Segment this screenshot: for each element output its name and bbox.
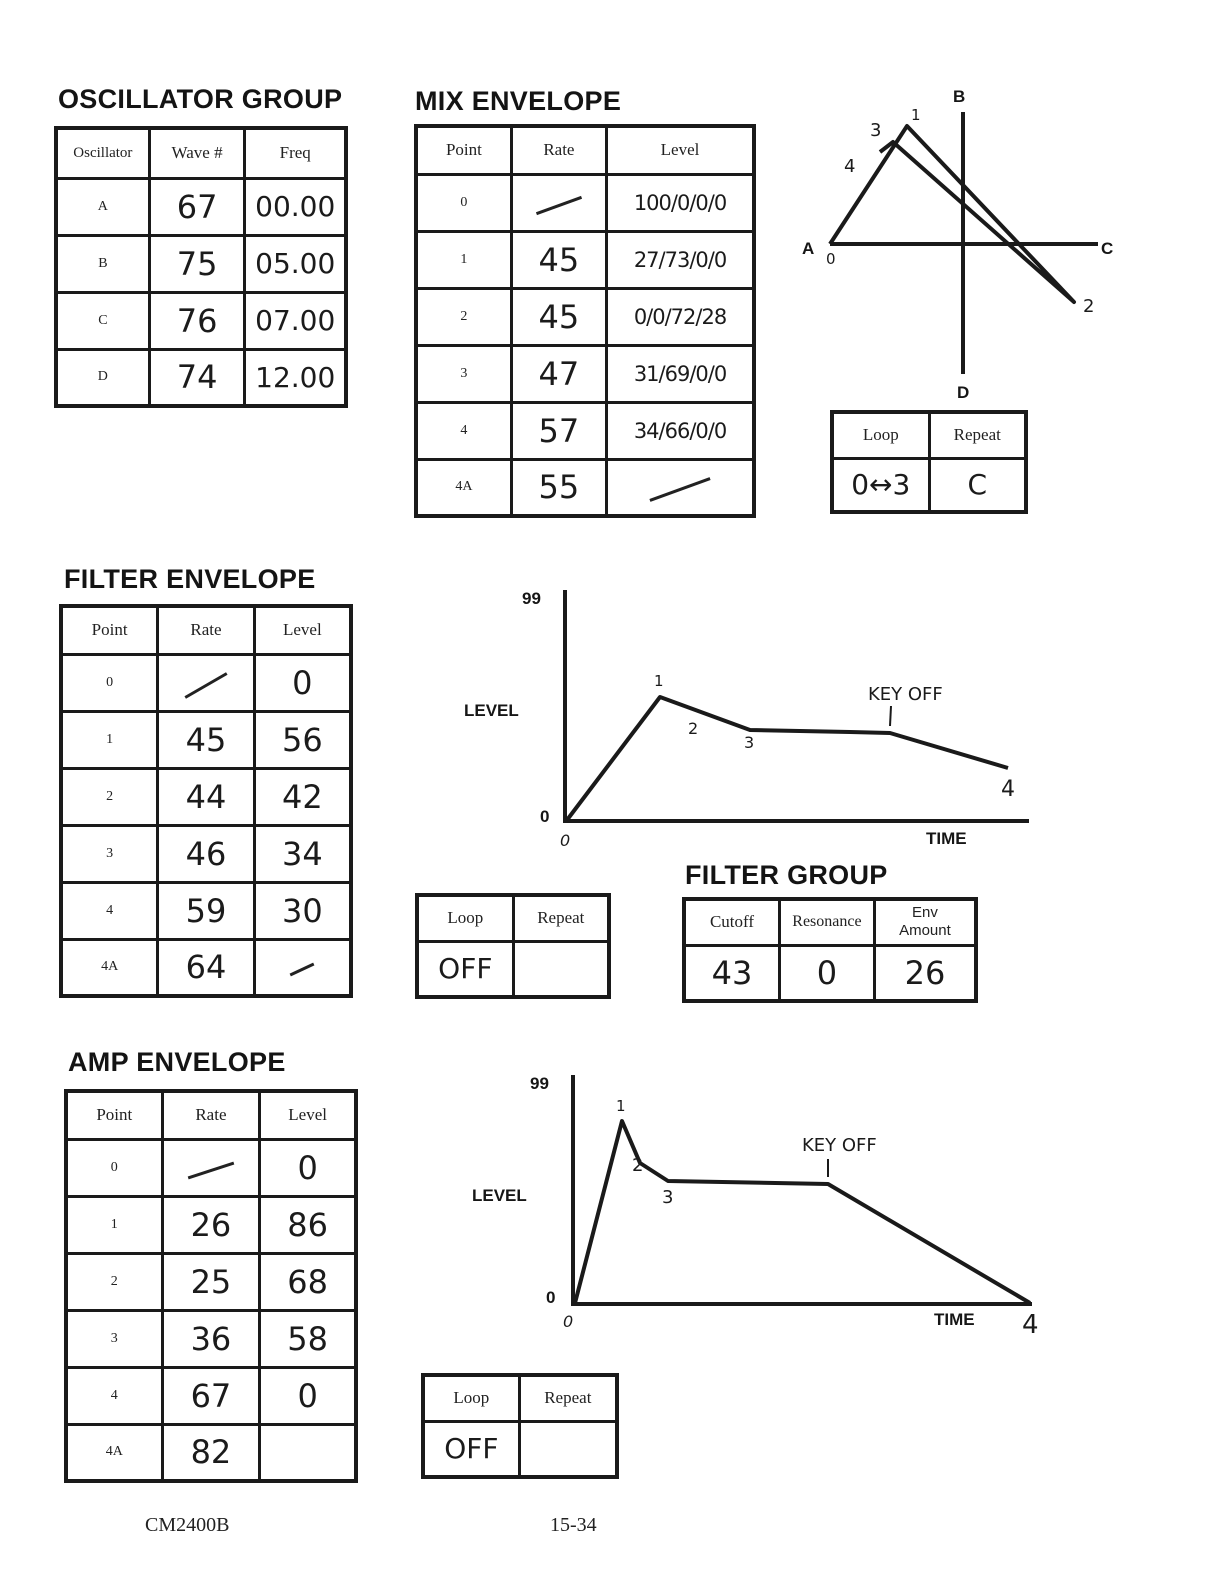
rate-cell [162,1139,260,1196]
point-label: 4A [66,1424,162,1481]
level-cell: 31/69/0/0 [607,345,754,402]
point-label-2: 2 [1083,296,1095,317]
point-label-3: 3 [870,120,882,141]
y-min-label: 0 [540,807,550,826]
header-env-line2: Amount [899,922,951,940]
point-label: 2 [416,288,511,345]
level-cell: 27/73/0/0 [607,231,754,288]
header-level: Level [260,1091,356,1139]
mix-envelope-title: MIX ENVELOPE [415,86,622,116]
header-level: Level [254,606,351,654]
level-cell: 30 [254,882,351,939]
level-cell: 0 [260,1367,356,1424]
rate-cell: 46 [158,825,254,882]
filter-envelope-title: FILTER ENVELOPE [64,564,316,594]
header-env-amount [874,899,976,945]
level-cell: 34 [254,825,351,882]
point-label: 4A [416,459,511,516]
osc-freq: 00.00 [245,178,346,235]
axis-label-c: C [1101,239,1114,258]
point-label: 3 [61,825,158,882]
rate-cell: 45 [511,231,606,288]
oscillator-group-title: OSCILLATOR GROUP [58,84,343,114]
point-label: 3 [66,1310,162,1367]
rate-cell: 64 [158,939,254,996]
level-cell: 100/0/0/0 [607,174,754,231]
header-resonance: Resonance [779,899,874,945]
osc-freq: 07.00 [245,292,346,349]
point-label: 0 [61,654,158,711]
loop-value: OFF [417,941,513,997]
filter-group-table [682,897,978,1003]
graph-point-2: 2 [632,1155,644,1176]
graph-point-1: 1 [654,672,664,690]
point-label: 4 [416,402,511,459]
filter-envelope-curve [567,697,1008,820]
header-repeat: Repeat [929,412,1026,458]
empty-value-dash [649,477,710,502]
y-max-label: 99 [522,589,541,608]
point-label: 3 [416,345,511,402]
header-point: Point [66,1091,162,1139]
point-label: 0 [66,1139,162,1196]
osc-label: A [56,178,149,235]
point-label-1: 1 [911,106,921,124]
axis-label-a: A [802,239,815,258]
repeat-value: C [929,458,1026,512]
header-loop: Loop [832,412,929,458]
rate-cell: 55 [511,459,606,516]
point-label: 0 [416,174,511,231]
header-env-line1: Env [912,904,938,922]
amp-loop-table [421,1373,619,1479]
rate-cell: 26 [162,1196,260,1253]
point-label: 1 [61,711,158,768]
key-off-marker [890,706,891,726]
y-max-label: 99 [530,1074,549,1093]
header-loop: Loop [417,895,513,941]
rate-cell: 57 [511,402,606,459]
point-label: 1 [416,231,511,288]
level-cell: 86 [260,1196,356,1253]
osc-label: C [56,292,149,349]
osc-wave: 74 [149,349,245,406]
level-cell [254,939,351,996]
rate-cell [511,174,606,231]
header-wave: Wave # [149,128,245,178]
amp-envelope-table [64,1089,358,1483]
level-cell: 0 [260,1139,356,1196]
level-cell [607,459,754,516]
rate-cell: 82 [162,1424,260,1481]
key-off-label: KEY OFF [868,684,943,705]
header-repeat: Repeat [513,895,609,941]
header-loop: Loop [423,1375,519,1421]
loop-value: OFF [423,1421,519,1477]
repeat-value [513,941,609,997]
mix-loop-table [830,410,1028,514]
header-rate: Rate [162,1091,260,1139]
point-label: 4 [66,1367,162,1424]
rate-cell: 45 [158,711,254,768]
rate-cell [158,654,254,711]
filter-loop-table [415,893,611,999]
point-label: 4A [61,939,158,996]
osc-freq: 12.00 [245,349,346,406]
osc-label: D [56,349,149,406]
level-cell: 58 [260,1310,356,1367]
header-cutoff: Cutoff [684,899,779,945]
amp-envelope-title: AMP ENVELOPE [68,1047,286,1077]
graph-point-3: 3 [744,733,755,752]
level-cell [260,1424,356,1481]
level-cell: 0 [254,654,351,711]
header-oscillator: Oscillator [56,128,149,178]
header-point: Point [416,126,511,174]
repeat-value [519,1421,617,1477]
empty-value-dash [536,195,582,214]
graph-point-4: 4 [1022,1310,1039,1340]
point-label-4: 4 [844,156,856,177]
level-cell: 56 [254,711,351,768]
graph-point-3: 3 [662,1187,674,1208]
point-label-0: 0 [826,250,836,268]
point-label: 2 [61,768,158,825]
x-axis-label: TIME [926,829,967,848]
empty-value-dash [290,963,315,977]
oscillator-table [54,126,348,408]
graph-point-2: 2 [688,719,699,738]
cutoff-value: 43 [684,945,779,1001]
env-amount-value: 26 [874,945,976,1001]
origin-label: 0 [563,1312,574,1331]
mix-envelope-diagram [790,80,1130,400]
osc-label: B [56,235,149,292]
rate-cell: 67 [162,1367,260,1424]
rate-cell: 59 [158,882,254,939]
level-cell: 68 [260,1253,356,1310]
header-level: Level [607,126,754,174]
header-rate: Rate [511,126,606,174]
rate-cell: 36 [162,1310,260,1367]
osc-wave: 76 [149,292,245,349]
level-cell: 0/0/72/28 [607,288,754,345]
resonance-value: 0 [779,945,874,1001]
level-cell: 42 [254,768,351,825]
key-off-label: KEY OFF [802,1135,877,1156]
empty-value-dash [184,672,227,699]
header-rate: Rate [158,606,254,654]
x-axis-label: TIME [934,1310,975,1329]
header-repeat: Repeat [519,1375,617,1421]
mix-path [830,126,1074,302]
filter-envelope-graph [450,580,1050,860]
mix-envelope-table [414,124,756,518]
amp-envelope-graph [450,1065,1050,1345]
footer-document-code: CM2400B [145,1514,230,1536]
osc-wave: 75 [149,235,245,292]
axis-label-d: D [957,383,970,402]
point-label: 2 [66,1253,162,1310]
level-cell: 34/66/0/0 [607,402,754,459]
y-min-label: 0 [546,1288,556,1307]
point-label: 1 [66,1196,162,1253]
filter-group-title: FILTER GROUP [685,860,888,890]
origin-label: 0 [560,831,571,850]
rate-cell: 44 [158,768,254,825]
empty-value-dash [188,1161,235,1179]
point-label: 4 [61,882,158,939]
rate-cell: 47 [511,345,606,402]
footer-page-number: 15-34 [550,1514,597,1536]
graph-point-1: 1 [616,1097,626,1115]
y-axis-label: LEVEL [472,1186,527,1205]
graph-point-4: 4 [1001,777,1015,802]
header-point: Point [61,606,158,654]
axis-label-b: B [953,87,966,106]
osc-wave: 67 [149,178,245,235]
rate-cell: 25 [162,1253,260,1310]
loop-value: 0↔3 [832,458,929,512]
rate-cell: 45 [511,288,606,345]
y-axis-label: LEVEL [464,701,519,720]
osc-freq: 05.00 [245,235,346,292]
filter-envelope-table [59,604,353,998]
header-freq: Freq [245,128,346,178]
